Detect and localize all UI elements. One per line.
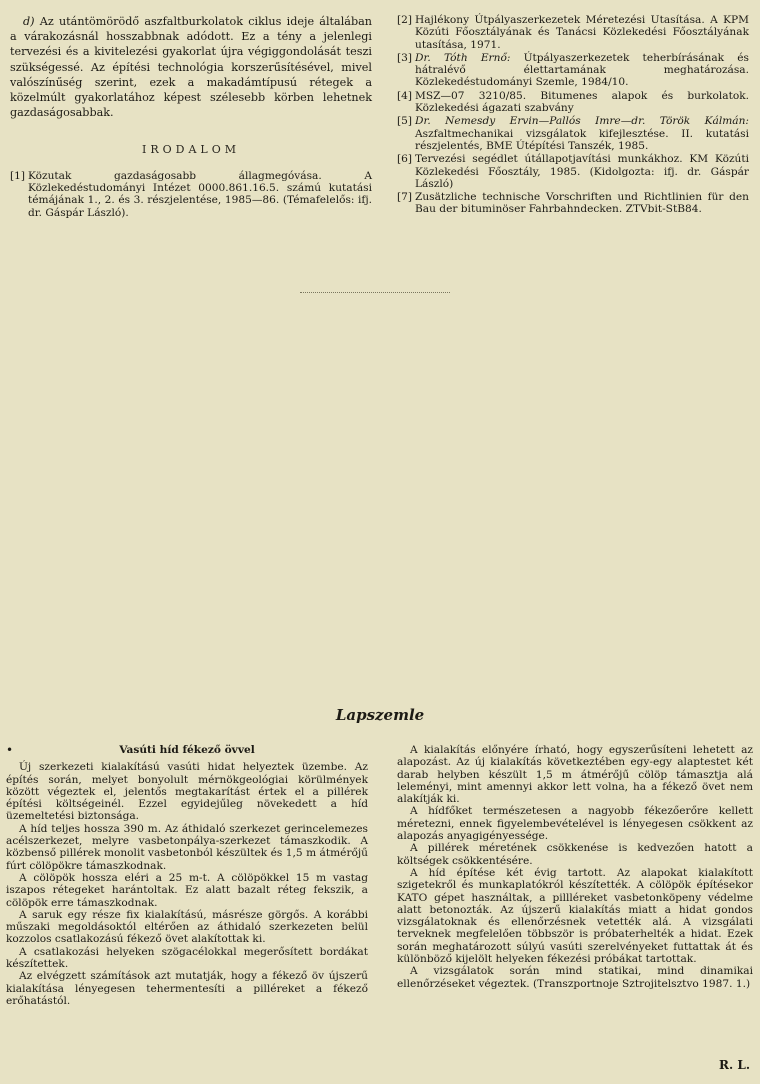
article-paragraph: Az elvégzett számítások azt mutatják, hogy a fékező öv újszerű kialakítása lényegesen tehermentesíti a pilléreket a fékező erőhatástól.	[6, 970, 368, 1007]
article-paragraph: A híd építése két évig tartott. Az alapokat kialakított szigetekről és munkaplatókról készítették. A cölöpök építésekor KATO gépet használtak, a pillléreket vasbetonköpeny védelme alatt betonozták. Az újszerű kialakítás miatt a hidat gondos vizsgálatoknak és ellenőrzésnek vetették alá. A vizsgálati terveknek megfelelően többször is próbaterhelték a hidat. Ezek során meghatározott súlyú vasúti szerelvényeket futtattak át és különböző kijelölt helyeken fékezési próbákat tartottak.	[397, 866, 753, 966]
reference-text	[415, 153, 749, 190]
reference-item	[397, 153, 749, 190]
conclusion-paragraph	[10, 14, 372, 120]
reference-author: Dr. Tóth Ernő:	[415, 51, 511, 64]
paragraph-text: Az utántömörödő aszfaltburkolatok ciklus ideje általában a várakozásnál hosszabbnak adódott. Ez a tény a jelenlegi tervezési és a kivitelezési gyakorlat újra végiggondolását teszi szükségessé. Az építési technológia korszerűsítésével, mivel valószínűség szerint, ezek a makadámtípusú rétegek a közelmúlt gyakorlatához képest szélesebb körben lehetnek gazdaságosabbak.	[10, 15, 372, 120]
reference-number: [4]	[397, 89, 413, 102]
reference-number: [6]	[397, 153, 413, 166]
reference-body: Hajlékony Útpályaszerkezetek Méretezési Utasítása. A KPM Közúti Főosztályának és Tanácsi Közlekedési Főosztályának utasítása, 1971.	[415, 14, 749, 51]
references-heading: IRODALOM	[142, 143, 240, 157]
reference-body: Zusätzliche technische Vorschriften und Richtlinien für den Bau der bituminöser Fahrbahndecken. ZTVbit-StB84.	[415, 191, 749, 216]
article-left-body	[6, 761, 368, 1007]
article-right-body	[397, 744, 753, 990]
reference-text	[415, 115, 749, 152]
article-left-column	[6, 744, 368, 1007]
article-paragraph: A híd teljes hossza 390 m. Az áthidaló szerkezet gerincelemezes acélszerkezet, melyre vasbetonpálya-szerkezet támaszkodik. A közbenső pillérek monolit vasbetonból készültek és 1,5 m átmérőjű fúrt cölöpökre támaszkodnak.	[6, 822, 368, 872]
article-paragraph: A hídfőket természetesen a nagyobb fékezőerőre kellett méretezni, ennek figyelembevételével is lényegesen csökkent az alapozás anyagigényessége.	[397, 805, 753, 843]
reference-text	[415, 90, 749, 115]
reference-item	[397, 90, 749, 115]
reference-number: [3]	[397, 51, 413, 64]
article-paragraph: A saruk egy része fix kialakítású, másrésze görgős. A korábbi műszaki megoldásoktól eltérően az áthidaló szerkezeten belül kozzolos csatlakozású fékező övet alakítottak ki.	[6, 908, 368, 946]
paragraph-lead: d)	[23, 15, 35, 28]
bullet-icon: •	[6, 743, 14, 757]
article-right-column	[397, 744, 753, 990]
reference-number: [5]	[397, 115, 413, 128]
reference-author: Dr. Nemesdy Ervin—Pallós Imre—dr. Török Kálmán:	[415, 115, 749, 128]
reference-body: Aszfaltmechanikai vizsgálatok kifejlesztése. II. kutatási részjelentés, BME Útépítési Tanszék, 1985.	[415, 127, 749, 152]
reference-text	[415, 14, 749, 51]
article-signature: R. L.	[719, 1058, 750, 1072]
article-paragraph: A csatlakozási helyeken szögacélokkal megerősített bordákat készítettek.	[6, 945, 368, 971]
reference-item	[397, 191, 749, 216]
article-paragraph: A kialakítás előnyére írható, hogy egyszerűsíteni lehetett az alapozást. Az új kialakítás következtében egy-egy alaptestet két darab helyben készült 1,5 m átmérőjű cölöp támasztja alá leleményi, mint amennyi akkor lett volna, ha a fékező övet nem alakítják ki.	[397, 744, 753, 806]
section-title: Lapszemle	[335, 706, 425, 724]
reference-body: Útpályaszerkezetek teherbírásának és hátralévő élettartamának meghatározása. Közlekedéstudományi Szemle, 1984/10.	[415, 51, 749, 89]
reference-number: [7]	[397, 191, 413, 204]
article-paragraph: A cölöpök hossza eléri a 25 m-t. A cölöpökkel 15 m vastag iszapos rétegeket harántoltak. Ez alatt bazalt réteg fekszik, a cölöpök erre támaszkodnak.	[6, 871, 368, 909]
reference-item	[397, 14, 749, 51]
reference-item	[397, 52, 749, 89]
reference-text	[415, 191, 749, 216]
top-right-column	[397, 14, 749, 217]
article-paragraph: A pillérek méretének csökkenése is kedvezően hatott a költségek csökkentésére.	[397, 842, 753, 867]
reference-item	[10, 170, 372, 219]
reference-text: Közutak gazdaságosabb állagmegóvása. A Közlekedéstudományi Intézet 0000.861.16.5. számú kutatási témájának 1., 2. és 3. részjelentése, 1985—86. (Témafelelős: ifj. dr. Gáspár László).	[28, 169, 372, 219]
reference-text	[415, 52, 749, 89]
top-left-column	[10, 14, 372, 220]
reference-body: MSZ—07 3210/85. Bitumenes alapok és burkolatok. Közlekedési ágazati szabvány	[415, 89, 749, 115]
article-paragraph: A vizsgálatok során mind statikai, mind dinamikai ellenőrzéseket végeztek. (Transzportnoje Sztrojitelsztvo 1987. 1.)	[397, 965, 753, 990]
reference-number: [2]	[397, 14, 413, 26]
reference-body: Tervezési segédlet útállapotjavítási munkákhoz. KM Közúti Közlekedési Főosztály, 1985. (Kidolgozta: ifj. dr. Gáspár László)	[415, 153, 749, 190]
article-paragraph: Új szerkezeti kialakítású vasúti hidat helyeztek üzembe. Az építés során, melyet bonyolult mérnökgeológiai körülmények között végeztek el, jelentős megtakarítást értek el a pillérek építési költségeinél. Ezzel egyidejűleg növekedett a híd üzemeltetési biztonsága.	[6, 761, 368, 823]
reference-item	[397, 115, 749, 152]
section-divider	[300, 292, 450, 295]
reference-number: [1]	[10, 169, 26, 182]
article-title: Vasúti híd fékező övvel	[119, 744, 255, 756]
